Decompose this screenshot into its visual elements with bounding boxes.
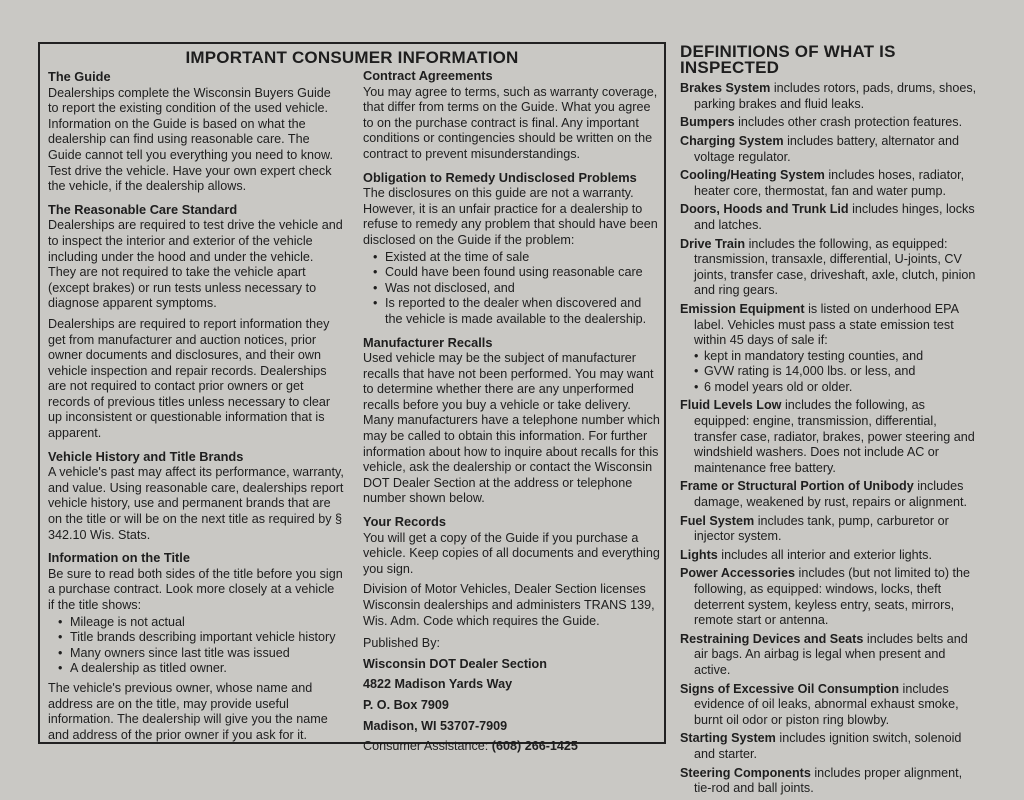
definition-term: Frame or Structural Portion of Unibody — [680, 479, 914, 494]
definition-term: Restraining Devices and Seats — [680, 631, 864, 646]
left-column — [48, 69, 344, 750]
definition-item — [680, 202, 980, 233]
definition-term: Charging System — [680, 133, 784, 148]
published-by-label: Published By: — [363, 636, 441, 651]
section-text: Be sure to read both sides of the title before you sign a purchase contract. Look more closely at a vehicle if the title shows: — [48, 566, 343, 612]
definition-desc: includes ignition switch, solenoid and starter. — [694, 731, 962, 761]
section-text: Dealerships complete the Wisconsin Buyers Guide to report the existing condition of the used vehicle. Information on the Guide is based on what the dealership can find using reasonable care. The Guide cannot tell you everything you need to know. Test drive the vehicle. Have your own expert check the vehicle, if the dealership allows. — [48, 85, 333, 194]
definition-term: Fuel System — [680, 513, 755, 528]
section-heading: Manufacturer Recalls — [363, 334, 493, 350]
definition-term: Steering Components — [680, 765, 811, 780]
list-item: • Existed at the time of sale — [377, 250, 661, 266]
section-text: Dealerships are required to test drive the vehicle and to inspect the interior and exterior of the vehicle including under the hood and under the vehicle. They are not required to take the vehicle apart (except brakes) or run tests unless necessary to diagnose apparent symptoms. — [48, 218, 343, 311]
section-manufacturer-recalls — [363, 335, 661, 508]
section-vehicle-history — [48, 449, 344, 544]
problem-conditions-list — [363, 250, 661, 328]
section-text: The vehicle's previous owner, whose name and address are on the title, may provide useful information. The dealership will give you the name and address of the prior owner if you ask for it. — [48, 680, 328, 742]
definition-item — [680, 115, 980, 131]
assistance-phone: (608) 266-1425 — [491, 739, 578, 754]
definition-desc: includes hoses, radiator, heater core, thermostat, fan and water pump. — [694, 168, 965, 198]
publisher-org: Wisconsin DOT Dealer Section — [363, 656, 547, 671]
definition-term: Cooling/Heating System — [680, 168, 825, 183]
section-heading: Vehicle History and Title Brands — [48, 448, 244, 464]
list-item: • A dealership as titled owner. — [62, 661, 344, 677]
definition-item — [680, 548, 980, 564]
list-item: • Many owners since last title was issued — [62, 646, 344, 662]
definition-term: Signs of Excessive Oil Consumption — [680, 681, 900, 696]
definition-desc: includes proper alignment, tie-rod and ball joints. — [694, 765, 963, 796]
section-contract-agreements — [363, 68, 661, 163]
list-item: • Is reported to the dealer when discovered and the vehicle is made available to the dealership. — [377, 296, 661, 327]
list-item: • GVW rating is 14,000 lbs. or less, and — [694, 364, 980, 380]
definition-item — [680, 682, 980, 729]
definition-item — [680, 302, 980, 396]
definition-desc: includes the following, as equipped: engine, transmission, differential, transfer case, radiator, brakes, power steering and windshield washers. Does not include AC or maintenance free battery. — [694, 398, 975, 475]
definition-desc: includes damage, weakened by rust, repairs or alignment. — [694, 479, 968, 510]
middle-column — [363, 68, 661, 762]
list-item: • Was not disclosed, and — [377, 281, 661, 297]
definition-desc: includes (but not limited to) the following, as equipped: windows, locks, theft deterrent system, keyless entry, seats, mirrors, remote start or antenna. — [694, 566, 971, 628]
assistance-label: Consumer Assistance: — [363, 739, 489, 754]
box-title: IMPORTANT CONSUMER INFORMATION — [185, 48, 519, 67]
section-text: Used vehicle may be the subject of manufacturer recalls that have not been performed. You may want to determine whether there are any unperformed recalls before you buy a vehicle or take delivery. Many manufacturers have a telephone number which may be called to obtain this information. For further information about how to inquire about recalls for this vehicle, ask the dealership or contact the Wisconsin DOT Dealer Section at the address or telephone number shown below. — [363, 351, 660, 506]
definition-item — [680, 134, 980, 165]
list-item: • Title brands describing important vehicle history — [62, 630, 344, 646]
section-heading: Information on the Title — [48, 550, 190, 566]
section-heading: Contract Agreements — [363, 68, 493, 83]
definition-desc: includes all interior and exterior lights. — [721, 547, 932, 562]
title-warning-list — [48, 615, 344, 677]
definition-item — [680, 766, 980, 797]
definition-item — [680, 168, 980, 199]
section-text: You may agree to terms, such as warranty coverage, that differ from terms on the Guide. What you agree to on the purchase contract is final. Any important conditions or contingencies should be written on the contract to prevent misunderstandings. — [363, 84, 658, 161]
definition-term: Brakes System — [680, 81, 771, 96]
definition-term: Starting System — [680, 731, 776, 746]
section-heading: Obligation to Remedy Undisclosed Problems — [363, 169, 637, 185]
section-obligation — [363, 170, 661, 328]
section-text: A vehicle's past may affect its performance, warranty, and value. Using reasonable care, dealerships report vehicle history, use and permanent brands that are on the title or will be on the next title as required by § 342.10 Wis. Stats. — [48, 465, 344, 542]
definition-desc: is listed on underhood EPA label. Vehicles must pass a state emission test within 45 days of sale if: — [694, 301, 959, 348]
section-the-guide — [48, 69, 344, 195]
definition-term: Drive Train — [680, 236, 746, 251]
definition-term: Fluid Levels Low — [680, 398, 782, 413]
definition-desc: includes belts and air bags. An airbag is legal when present and active. — [694, 631, 968, 677]
section-text: The disclosures on this guide are not a warranty. However, it is an unfair practice for a dealership to refuse to remedy any problem that should have been disclosed on the Guide if the problem: — [363, 186, 658, 247]
definition-desc: includes other crash protection features. — [738, 115, 963, 130]
definition-term: Doors, Hoods and Trunk Lid — [680, 202, 849, 217]
definition-item — [680, 398, 980, 476]
definition-term: Lights — [680, 547, 718, 562]
emission-conditions-list — [694, 349, 980, 396]
definition-desc: includes hinges, locks and latches. — [694, 202, 975, 232]
section-text: Dealerships are required to report information they get from manufacturer and auction notices, prior owner documents and disclosures, and their own vehicle inspection and repair records. Dealerships are not required to contact prior owners or get records of previous titles unless necessary to clear up inconsistent or questionable information that is apparent. — [48, 316, 331, 441]
definition-term: Bumpers — [680, 115, 735, 130]
consumer-information-box — [38, 42, 666, 754]
section-heading: Your Records — [363, 514, 446, 530]
definition-desc: includes evidence of oil leaks, abnormal exhaust smoke, burnt oil odor or piston ring blowby. — [694, 681, 959, 727]
definitions-title: DEFINITIONS OF WHAT IS INSPECTED — [680, 42, 896, 77]
definition-term: Power Accessories — [680, 566, 796, 581]
section-reasonable-care — [48, 202, 344, 442]
section-heading: The Guide — [48, 69, 111, 84]
list-item: • kept in mandatory testing counties, and — [694, 349, 980, 365]
definition-item — [680, 237, 980, 299]
publisher-pobox: P. O. Box 7909 — [363, 697, 449, 712]
definition-item — [680, 479, 980, 510]
definition-desc: includes the following, as equipped: transmission, transaxle, differential, U-joints, CV joints, transfer case, driveshaft, axle, clutch, pinion and ring gears. — [694, 236, 976, 298]
section-text: You will get a copy of the Guide if you purchase a vehicle. Keep copies of all documents and everything you sign. — [363, 530, 660, 576]
definition-desc: includes rotors, pads, drums, shoes, parking brakes and fluid leaks. — [694, 81, 977, 111]
definition-item — [680, 731, 980, 762]
definition-item — [680, 81, 980, 112]
definitions-column — [680, 44, 980, 800]
publisher-block — [363, 636, 661, 755]
list-item: • Could have been found using reasonable care — [377, 265, 661, 281]
definition-desc: includes battery, alternator and voltage regulator. — [694, 133, 960, 164]
publisher-street: 4822 Madison Yards Way — [363, 677, 513, 692]
consumer-assistance — [363, 739, 661, 755]
definition-item — [680, 566, 980, 628]
list-item: • 6 model years old or older. — [694, 380, 980, 396]
list-item: • Mileage is not actual — [62, 615, 344, 631]
section-your-records — [363, 514, 661, 629]
section-title-info — [48, 550, 344, 743]
definition-item — [680, 514, 980, 545]
definition-term: Emission Equipment — [680, 301, 805, 316]
section-heading: The Reasonable Care Standard — [48, 201, 238, 217]
definition-item — [680, 632, 980, 679]
definition-desc: includes tank, pump, carburetor or injector system. — [694, 513, 949, 544]
section-text: Division of Motor Vehicles, Dealer Section licenses Wisconsin dealerships and administers TRANS 139, Wis. Adm. Code which requires the Guide. — [363, 582, 655, 628]
publisher-city: Madison, WI 53707-7909 — [363, 718, 508, 733]
